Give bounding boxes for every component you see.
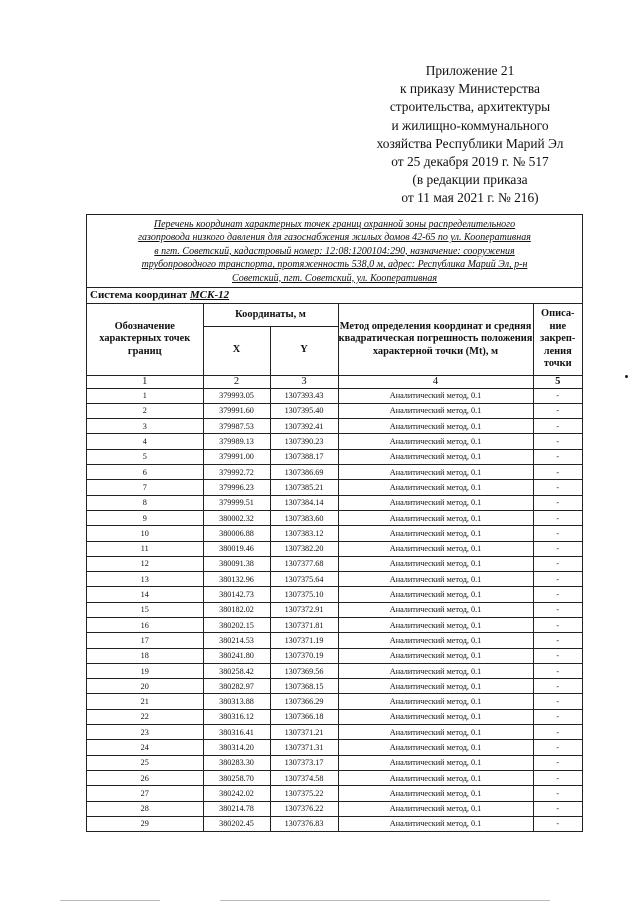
table-row xyxy=(87,725,582,740)
point-number: 28 xyxy=(87,801,203,816)
description-cell: - xyxy=(533,694,582,709)
x-coordinate: 380091.38 xyxy=(203,556,270,571)
header-line: строительства, архитектуры xyxy=(389,99,551,115)
header-line: к приказу Министерства xyxy=(400,81,540,97)
description-cell: - xyxy=(533,816,582,831)
y-coordinate: 1307395.40 xyxy=(270,403,338,418)
table-row xyxy=(87,541,582,556)
table-title-line: Советский, пгт. Советский, ул. Кооперативная xyxy=(231,272,438,284)
table-row xyxy=(87,449,582,464)
point-number: 15 xyxy=(87,602,203,617)
column-number: 2 xyxy=(203,375,270,388)
description-cell: - xyxy=(533,434,582,449)
point-number: 13 xyxy=(87,572,203,587)
x-coordinate: 380316.12 xyxy=(203,709,270,724)
method-cell: Аналитический метод, 0.1 xyxy=(338,388,533,403)
point-number: 17 xyxy=(87,633,203,648)
description-cell: - xyxy=(533,663,582,678)
x-coordinate: 380202.45 xyxy=(203,816,270,831)
point-number: 3 xyxy=(87,419,203,434)
description-cell: - xyxy=(533,510,582,525)
coordinate-system xyxy=(87,288,582,304)
method-cell: Аналитический метод, 0.1 xyxy=(338,679,533,694)
y-coordinate: 1307392.41 xyxy=(270,419,338,434)
x-coordinate: 379991.00 xyxy=(203,449,270,464)
point-number: 20 xyxy=(87,679,203,694)
description-cell: - xyxy=(533,679,582,694)
method-cell: Аналитический метод, 0.1 xyxy=(338,648,533,663)
column-header-coordinates: Координаты, м xyxy=(203,304,338,326)
y-coordinate: 1307372.91 xyxy=(270,602,338,617)
method-cell: Аналитический метод, 0.1 xyxy=(338,770,533,785)
table-row xyxy=(87,770,582,785)
method-cell: Аналитический метод, 0.1 xyxy=(338,587,533,602)
table-row xyxy=(87,403,582,418)
y-coordinate: 1307375.22 xyxy=(270,786,338,801)
method-cell: Аналитический метод, 0.1 xyxy=(338,801,533,816)
point-number: 14 xyxy=(87,587,203,602)
scan-dot xyxy=(625,375,628,378)
x-coordinate: 379993.05 xyxy=(203,388,270,403)
point-number: 8 xyxy=(87,495,203,510)
table-row xyxy=(87,648,582,663)
table-body xyxy=(87,388,582,831)
method-cell: Аналитический метод, 0.1 xyxy=(338,755,533,770)
point-number: 6 xyxy=(87,465,203,480)
x-coordinate: 380006.88 xyxy=(203,526,270,541)
x-coordinate: 380182.02 xyxy=(203,602,270,617)
header-line: от 25 декабря 2019 г. № 517 xyxy=(391,154,549,170)
x-coordinate: 380258.70 xyxy=(203,770,270,785)
point-number: 10 xyxy=(87,526,203,541)
table-row xyxy=(87,510,582,525)
point-number: 5 xyxy=(87,449,203,464)
table-row xyxy=(87,572,582,587)
method-cell: Аналитический метод, 0.1 xyxy=(338,709,533,724)
x-coordinate: 380132.96 xyxy=(203,572,270,587)
method-cell: Аналитический метод, 0.1 xyxy=(338,419,533,434)
method-cell: Аналитический метод, 0.1 xyxy=(338,510,533,525)
y-coordinate: 1307393.43 xyxy=(270,388,338,403)
table-title-line: газопровода низкого давления для газоснабжения жилых домов 42-65 по ул. Кооперативная xyxy=(138,232,531,244)
x-coordinate: 380002.32 xyxy=(203,510,270,525)
data-table xyxy=(87,304,582,831)
method-cell: Аналитический метод, 0.1 xyxy=(338,434,533,449)
point-number: 12 xyxy=(87,556,203,571)
x-coordinate: 380258.42 xyxy=(203,663,270,678)
point-number: 29 xyxy=(87,816,203,831)
y-coordinate: 1307376.83 xyxy=(270,816,338,831)
column-header-designation: Обозначение характерных точек границ xyxy=(87,304,203,375)
method-cell: Аналитический метод, 0.1 xyxy=(338,602,533,617)
x-coordinate: 380242.02 xyxy=(203,786,270,801)
column-number: 5 xyxy=(533,375,582,388)
x-coordinate: 379991.60 xyxy=(203,403,270,418)
method-cell: Аналитический метод, 0.1 xyxy=(338,556,533,571)
header-line: Приложение 21 xyxy=(425,63,515,78)
y-coordinate: 1307374.58 xyxy=(270,770,338,785)
point-number: 19 xyxy=(87,663,203,678)
header-line: (в редакции приказа xyxy=(412,172,528,188)
method-cell: Аналитический метод, 0.1 xyxy=(338,816,533,831)
method-cell: Аналитический метод, 0.1 xyxy=(338,786,533,801)
method-cell: Аналитический метод, 0.1 xyxy=(338,633,533,648)
y-coordinate: 1307386.69 xyxy=(270,465,338,480)
point-number: 1 xyxy=(87,388,203,403)
x-coordinate: 379996.23 xyxy=(203,480,270,495)
table-row xyxy=(87,419,582,434)
description-cell: - xyxy=(533,480,582,495)
table-row xyxy=(87,633,582,648)
method-cell: Аналитический метод, 0.1 xyxy=(338,572,533,587)
point-number: 21 xyxy=(87,694,203,709)
description-cell: - xyxy=(533,388,582,403)
method-cell: Аналитический метод, 0.1 xyxy=(338,495,533,510)
y-coordinate: 1307375.10 xyxy=(270,587,338,602)
y-coordinate: 1307373.17 xyxy=(270,755,338,770)
point-number: 26 xyxy=(87,770,203,785)
column-number: 4 xyxy=(338,375,533,388)
table-row xyxy=(87,801,582,816)
scan-artifact xyxy=(60,900,160,901)
method-cell: Аналитический метод, 0.1 xyxy=(338,449,533,464)
y-coordinate: 1307376.22 xyxy=(270,801,338,816)
method-cell: Аналитический метод, 0.1 xyxy=(338,740,533,755)
description-cell: - xyxy=(533,801,582,816)
y-coordinate: 1307383.12 xyxy=(270,526,338,541)
point-number: 9 xyxy=(87,510,203,525)
scan-artifact xyxy=(220,900,550,901)
x-coordinate: 379989.13 xyxy=(203,434,270,449)
description-cell: - xyxy=(533,770,582,785)
table-title-line: в пгт. Советский, кадастровый номер: 12:08:1200104:290, назначение: сооружения xyxy=(154,245,515,257)
description-cell: - xyxy=(533,755,582,770)
coordinate-system-label: Система координат xyxy=(90,289,188,302)
x-coordinate: 379999.51 xyxy=(203,495,270,510)
table-row xyxy=(87,740,582,755)
y-coordinate: 1307382.20 xyxy=(270,541,338,556)
column-number: 1 xyxy=(87,375,203,388)
table-row xyxy=(87,388,582,403)
point-number: 23 xyxy=(87,725,203,740)
method-cell: Аналитический метод, 0.1 xyxy=(338,725,533,740)
x-coordinate: 380202.15 xyxy=(203,617,270,632)
x-coordinate: 380314.20 xyxy=(203,740,270,755)
x-coordinate: 380283.30 xyxy=(203,755,270,770)
description-cell: - xyxy=(533,526,582,541)
description-cell: - xyxy=(533,633,582,648)
document-header xyxy=(340,62,600,208)
y-coordinate: 1307369.56 xyxy=(270,663,338,678)
description-cell: - xyxy=(533,449,582,464)
table-row xyxy=(87,816,582,831)
header-line: и жилищно-коммунального xyxy=(391,117,549,133)
point-number: 25 xyxy=(87,755,203,770)
method-cell: Аналитический метод, 0.1 xyxy=(338,480,533,495)
description-cell: - xyxy=(533,709,582,724)
y-coordinate: 1307370.19 xyxy=(270,648,338,663)
column-header-y: Y xyxy=(270,326,338,375)
x-coordinate: 380019.46 xyxy=(203,541,270,556)
column-number: 3 xyxy=(270,375,338,388)
x-coordinate: 380313.88 xyxy=(203,694,270,709)
table-row xyxy=(87,663,582,678)
method-cell: Аналитический метод, 0.1 xyxy=(338,663,533,678)
column-numbers-row xyxy=(87,375,582,388)
point-number: 7 xyxy=(87,480,203,495)
y-coordinate: 1307377.68 xyxy=(270,556,338,571)
y-coordinate: 1307375.64 xyxy=(270,572,338,587)
description-cell: - xyxy=(533,602,582,617)
description-cell: - xyxy=(533,617,582,632)
x-coordinate: 380316.41 xyxy=(203,725,270,740)
point-number: 24 xyxy=(87,740,203,755)
method-cell: Аналитический метод, 0.1 xyxy=(338,541,533,556)
table-row xyxy=(87,617,582,632)
description-cell: - xyxy=(533,740,582,755)
description-cell: - xyxy=(533,556,582,571)
description-cell: - xyxy=(533,403,582,418)
table-title-line: трубопроводного транспорта, протяженность 538,0 м, адрес: Республика Марий Эл, р-н xyxy=(141,259,528,271)
description-cell: - xyxy=(533,786,582,801)
description-cell: - xyxy=(533,648,582,663)
table-row xyxy=(87,602,582,617)
x-coordinate: 380241.80 xyxy=(203,648,270,663)
point-number: 2 xyxy=(87,403,203,418)
method-cell: Аналитический метод, 0.1 xyxy=(338,694,533,709)
y-coordinate: 1307366.29 xyxy=(270,694,338,709)
table-row xyxy=(87,694,582,709)
description-cell: - xyxy=(533,419,582,434)
point-number: 22 xyxy=(87,709,203,724)
table-title xyxy=(87,215,582,288)
description-cell: - xyxy=(533,465,582,480)
x-coordinate: 379992.72 xyxy=(203,465,270,480)
point-number: 16 xyxy=(87,617,203,632)
table-row xyxy=(87,556,582,571)
description-cell: - xyxy=(533,587,582,602)
table-row xyxy=(87,709,582,724)
y-coordinate: 1307371.81 xyxy=(270,617,338,632)
table-row xyxy=(87,465,582,480)
y-coordinate: 1307388.17 xyxy=(270,449,338,464)
y-coordinate: 1307371.19 xyxy=(270,633,338,648)
x-coordinate: 380282.97 xyxy=(203,679,270,694)
table-row xyxy=(87,526,582,541)
table-row xyxy=(87,786,582,801)
column-header-x: X xyxy=(203,326,270,375)
point-number: 4 xyxy=(87,434,203,449)
description-cell: - xyxy=(533,572,582,587)
description-cell: - xyxy=(533,495,582,510)
table-row xyxy=(87,434,582,449)
column-header-method: Метод определения координат и средняя квадратическая погрешность положения характерной точки (Mt), м xyxy=(338,304,533,375)
y-coordinate: 1307371.21 xyxy=(270,725,338,740)
method-cell: Аналитический метод, 0.1 xyxy=(338,403,533,418)
y-coordinate: 1307368.15 xyxy=(270,679,338,694)
method-cell: Аналитический метод, 0.1 xyxy=(338,465,533,480)
y-coordinate: 1307390.23 xyxy=(270,434,338,449)
method-cell: Аналитический метод, 0.1 xyxy=(338,526,533,541)
y-coordinate: 1307384.14 xyxy=(270,495,338,510)
table-row xyxy=(87,587,582,602)
point-number: 27 xyxy=(87,786,203,801)
y-coordinate: 1307366.18 xyxy=(270,709,338,724)
coordinate-system-value: МСК-12 xyxy=(189,289,230,302)
table-title-line: Перечень координат характерных точек границ охранной зоны распределительного xyxy=(153,219,516,230)
table-row xyxy=(87,495,582,510)
table-row xyxy=(87,679,582,694)
y-coordinate: 1307371.31 xyxy=(270,740,338,755)
x-coordinate: 380214.53 xyxy=(203,633,270,648)
table-row xyxy=(87,480,582,495)
column-header-description: Описа-ние закреп-ления точки xyxy=(533,304,582,375)
table-row xyxy=(87,755,582,770)
point-number: 11 xyxy=(87,541,203,556)
y-coordinate: 1307383.60 xyxy=(270,510,338,525)
coordinates-table xyxy=(86,214,583,832)
header-line: хозяйства Республики Марий Эл xyxy=(376,135,564,151)
description-cell: - xyxy=(533,725,582,740)
point-number: 18 xyxy=(87,648,203,663)
x-coordinate: 380142.73 xyxy=(203,587,270,602)
x-coordinate: 379987.53 xyxy=(203,419,270,434)
x-coordinate: 380214.78 xyxy=(203,801,270,816)
description-cell: - xyxy=(533,541,582,556)
method-cell: Аналитический метод, 0.1 xyxy=(338,617,533,632)
y-coordinate: 1307385.21 xyxy=(270,480,338,495)
header-line: от 11 мая 2021 г. № 216) xyxy=(401,190,539,206)
